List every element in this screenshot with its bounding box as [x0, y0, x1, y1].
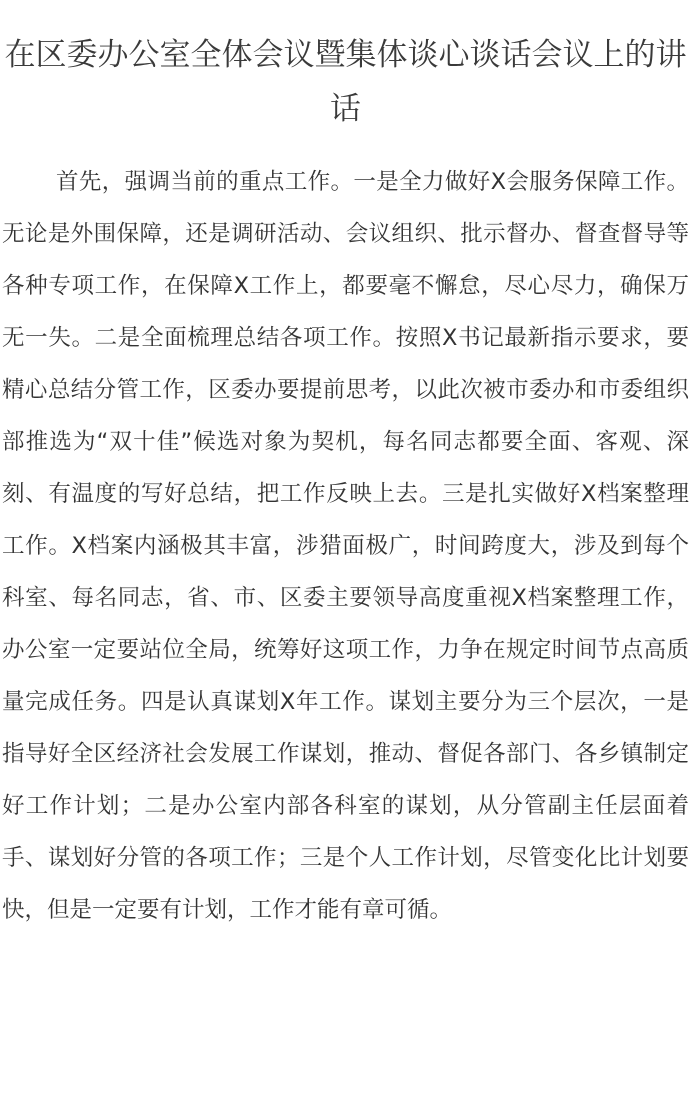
- document-title: 在区委办公室全体会议暨集体谈心谈话会议上的讲话: [4, 37, 687, 127]
- body-paragraph: 首先，强调当前的重点工作。一是全力做好X会服务保障工作。无论是外围保障，还是调研活动、会议组织、批示督办、督查督导等各种专项工作，在保障X工作上，都要毫不懈怠，尽心尽力，确保万无一失。二是全面梳理总结各项工作。按照X书记最新指示要求，要精心总结分管工作，区委办要提前思考，以此次被市委办和市委组织部推选为“双十佳”候选对象为契机，每名同志都要全面、客观、深刻、有温度的写好总结，把工作反映上去。三是扎实做好X档案整理工作。X档案内涵极其丰富，涉猎面极广，时间跨度大，涉及到每个科室、每名同志，省、市、区委主要领导高度重视X档案整理工作，办公室一定要站位全局，统筹好这项工作，力争在规定时间节点高质量完成任务。四是认真谋划X年工作。谋划主要分为三个层次，一是指导好全区经济社会发展工作谋划，推动、督促各部门、各乡镇制定好工作计划；二是办公室内部各科室的谋划，从分管副主任层面着手、谋划好分管的各项工作；三是个人工作计划，尽管变化比计划要快，但是一定要有计划，工作才能有章可循。: [2, 169, 689, 923]
